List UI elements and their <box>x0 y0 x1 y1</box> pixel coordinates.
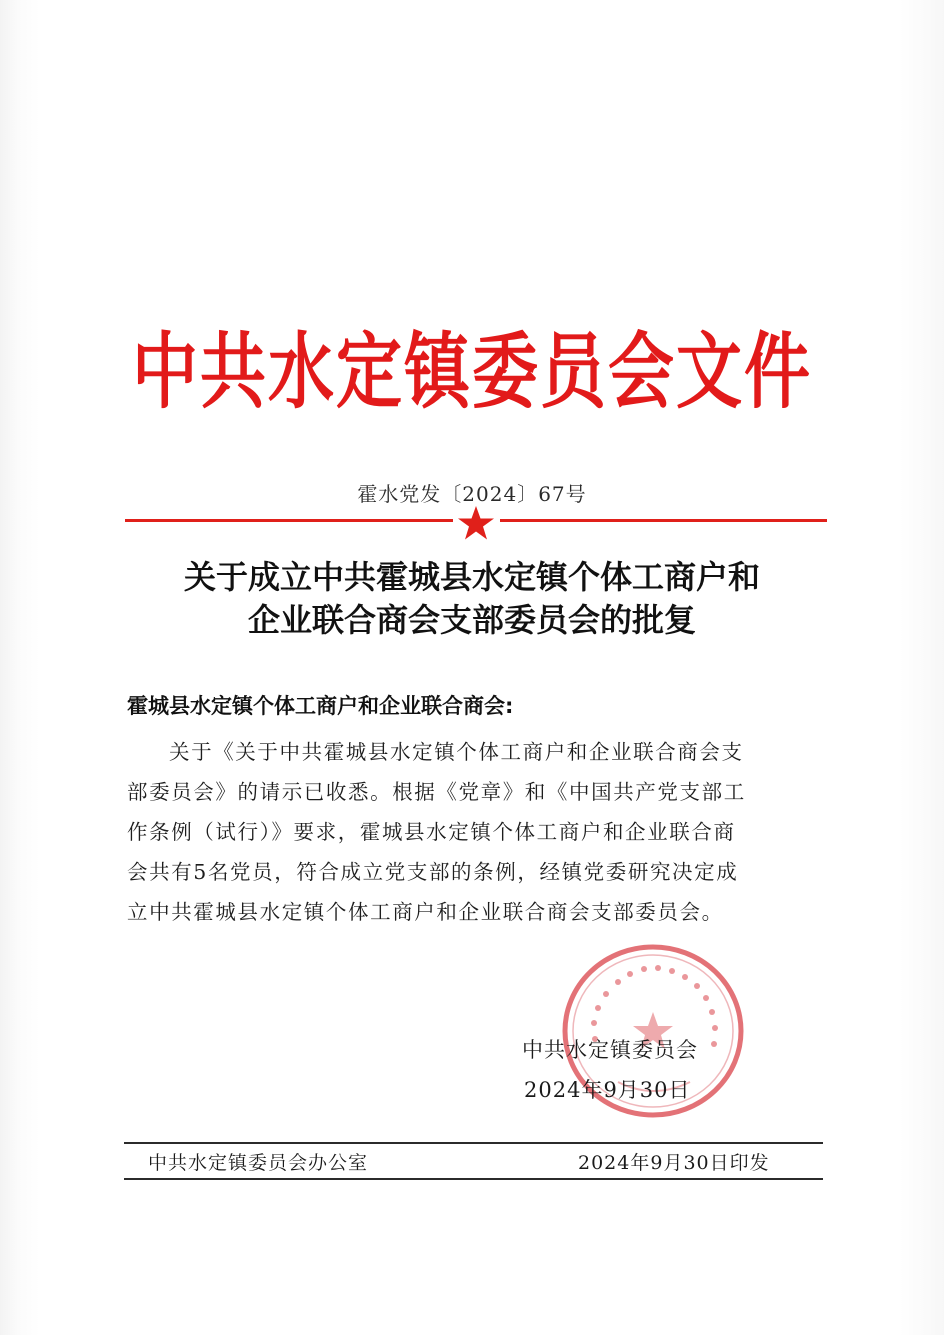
title-line-1: 关于成立中共霍城县水定镇个体工商户和 <box>183 558 760 596</box>
red-rule-left <box>125 519 453 522</box>
body-line: 立中共霍城县水定镇个体工商户和企业联合商会支部委员会。 <box>127 900 724 924</box>
body-line: 部委员会》的请示已收悉。根据《党章》和《中国共产党支部工 <box>127 780 746 804</box>
document-number: 霍水党发〔2024〕67号 <box>357 482 587 506</box>
body-line: 关于《关于中共霍城县水定镇个体工商户和企业联合商会支 <box>169 740 744 764</box>
document-title <box>0 556 944 642</box>
masthead-title: 中共水定镇委员会文件 <box>132 323 812 420</box>
footer-rule-bottom <box>124 1178 823 1180</box>
footer-office: 中共水定镇委员会办公室 <box>148 1152 369 1174</box>
signature-date: 2024年9月30日 <box>524 1078 691 1102</box>
title-line-2: 企业联合商会支部委员会的批复 <box>247 601 696 639</box>
addressee: 霍城县水定镇个体工商户和企业联合商会: <box>127 694 514 718</box>
red-rule-right <box>500 519 827 522</box>
star-icon <box>457 505 495 541</box>
body-line: 会共有5名党员，符合成立党支部的条例，经镇党委研究决定成 <box>127 860 739 884</box>
body-paragraph <box>127 732 827 932</box>
signer: 中共水定镇委员会 <box>522 1038 698 1062</box>
footer-issued-date: 2024年9月30日印发 <box>578 1152 770 1174</box>
footer-rule-top <box>124 1142 823 1144</box>
body-line: 作条例（试行）》要求，霍城县水定镇个体工商户和企业联合商 <box>127 820 736 844</box>
